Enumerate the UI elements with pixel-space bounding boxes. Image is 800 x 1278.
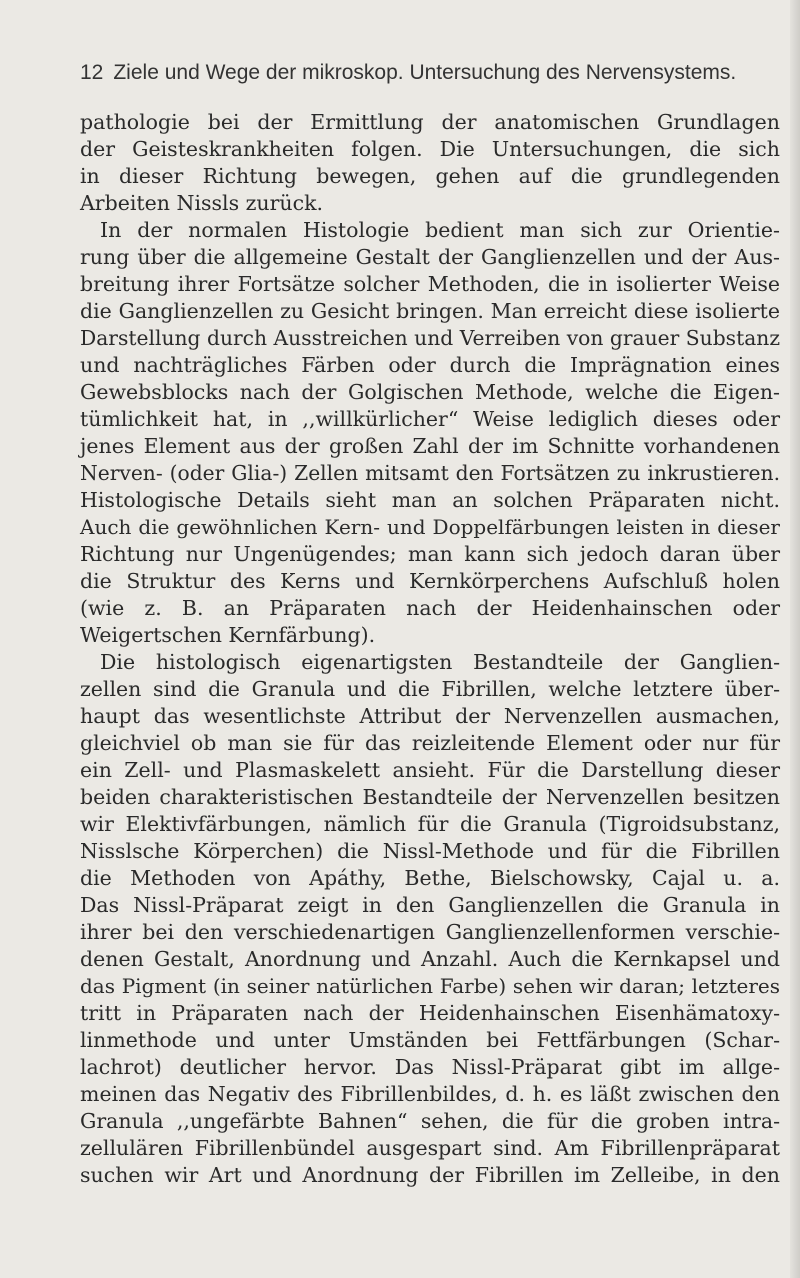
text-line: zellulären Fibrillenbündel ausgespart sind. Am Fibrillenpräparat [80, 1136, 780, 1160]
text-line: In der normalen Histologie bedient man sich zur Orientie- [100, 218, 780, 242]
text-line: Das Nissl-Präparat zeigt in den Ganglienzellen die Granula in [80, 893, 780, 917]
text-line: gleichviel ob man sie für das reizleitende Element oder nur für [80, 731, 780, 755]
text-line: in dieser Richtung bewegen, gehen auf die grundlegenden [80, 164, 780, 188]
text-line: wir Elektivfärbungen, nämlich für die Granula (Tigroidsubstanz, [80, 812, 780, 836]
text-line: Die histologisch eigenartigsten Bestandteile der Ganglien- [100, 650, 780, 674]
running-head [80, 61, 780, 85]
text-line: breitung ihrer Fortsätze solcher Methoden, die in isolierter Weise [80, 272, 780, 296]
text-line: suchen wir Art und Anordnung der Fibrillen im Zelleibe, in den [80, 1163, 780, 1187]
text-line: die Struktur des Kerns und Kernkörperchens Aufschluß holen [80, 569, 780, 593]
text-line: rung über die allgemeine Gestalt der Ganglienzellen und der Aus- [80, 245, 780, 269]
text-line: ein Zell- und Plasmaskelett ansieht. Für die Darstellung dieser [80, 758, 780, 782]
text-line: Granula ,,ungefärbte Bahnen“ sehen, die für die groben intra- [80, 1109, 780, 1133]
text-line: tritt in Präparaten nach der Heidenhainschen Eisenhämatoxy- [80, 1001, 780, 1025]
text-line: Gewebsblocks nach der Golgischen Methode, welche die Eigen- [80, 380, 780, 404]
text-line: die Methoden von Apáthy, Bethe, Bielschowsky, Cajal u. a. [80, 866, 780, 890]
text-line: (wie z. B. an Präparaten nach der Heidenhainschen oder [80, 596, 780, 620]
text-line: Weigertschen Kernfärbung). [80, 623, 376, 647]
text-line: Arbeiten Nissls zurück. [80, 191, 324, 215]
text-line: Auch die gewöhnlichen Kern- und Doppelfärbungen leisten in dieser [80, 515, 780, 539]
text-line: zellen sind die Granula und die Fibrillen, welche letztere über- [80, 677, 780, 701]
text-line: pathologie bei der Ermittlung der anatomischen Grundlagen [80, 110, 780, 134]
text-line: Histologische Details sieht man an solchen Präparaten nicht. [80, 488, 780, 512]
text-line: meinen das Negativ des Fibrillenbildes, d. h. es läßt zwischen den [80, 1082, 780, 1106]
text-line: Nisslsche Körperchen) die Nissl-Methode und für die Fibrillen [80, 839, 780, 863]
text-line: und nachträgliches Färben oder durch die Imprägnation eines [80, 353, 780, 377]
text-line: lachrot) deutlicher hervor. Das Nissl-Präparat gibt im allge- [80, 1055, 780, 1079]
text-line: jenes Element aus der großen Zahl der im Schnitte vorhandenen [80, 434, 780, 458]
text-line: Darstellung durch Ausstreichen und Verreiben von grauer Substanz [80, 326, 780, 350]
running-title: Ziele und Wege der mikroskop. Untersuchung des Nervensystems. [113, 61, 737, 84]
text-line: das Pigment (in seiner natürlichen Farbe) sehen wir daran; letzteres [80, 974, 780, 998]
text-line: haupt das wesentlichste Attribut der Nervenzellen ausmachen, [80, 704, 780, 728]
text-line: beiden charakteristischen Bestandteile der Nervenzellen besitzen [80, 785, 780, 809]
body-text [80, 109, 780, 1189]
text-line: Richtung nur Ungenügendes; man kann sich jedoch daran über [80, 542, 780, 566]
text-line: tümlichkeit hat, in ,,willkürlicher“ Weise lediglich dieses oder [80, 407, 780, 431]
page-number: 12 [80, 61, 104, 84]
text-line: die Ganglienzellen zu Gesicht bringen. Man erreicht diese isolierte [80, 299, 780, 323]
text-line: ihrer bei den verschiedenartigen Ganglienzellenformen verschie- [80, 920, 780, 944]
page-edge-shadow [790, 0, 800, 1278]
text-line: denen Gestalt, Anordnung und Anzahl. Auch die Kernkapsel und [80, 947, 780, 971]
text-line: linmethode und unter Umständen bei Fettfärbungen (Schar- [80, 1028, 780, 1052]
text-line: der Geisteskrankheiten folgen. Die Untersuchungen, die sich [80, 137, 780, 161]
text-line: Nerven- (oder Glia-) Zellen mitsamt den Fortsätzen zu inkrustieren. [80, 461, 780, 485]
